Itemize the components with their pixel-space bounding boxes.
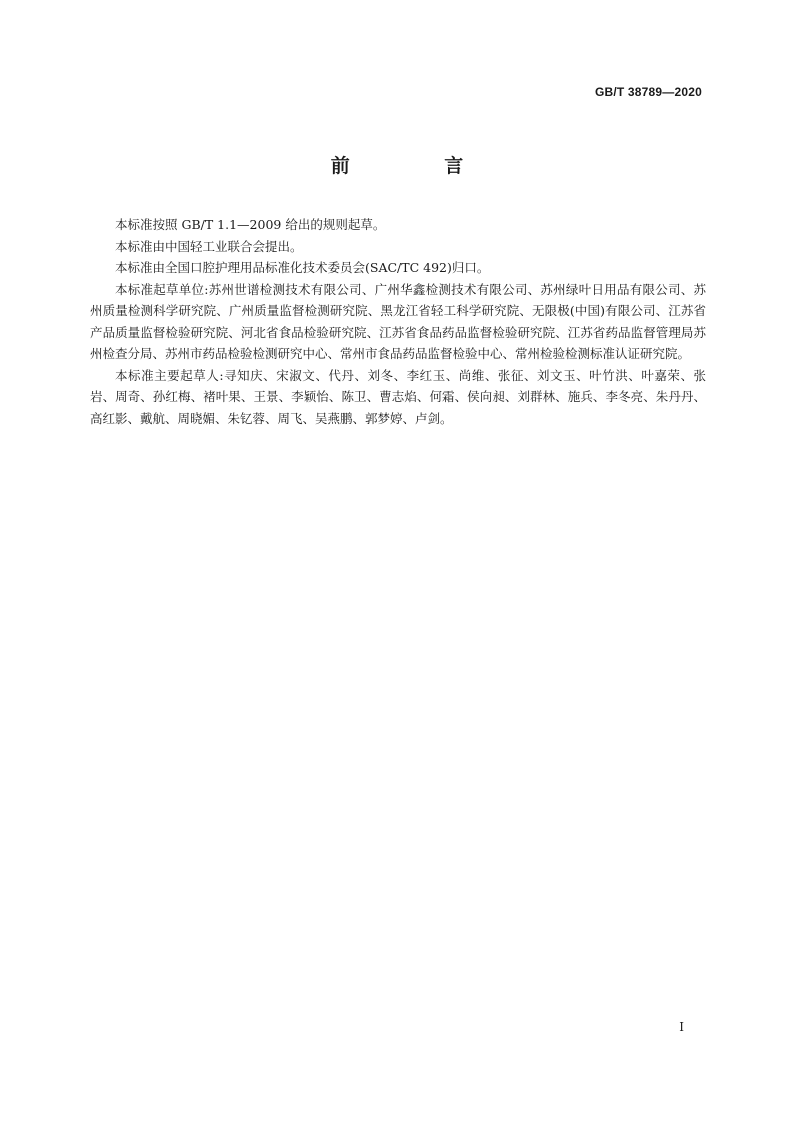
paragraph-proposer: 本标准由中国轻工业联合会提出。 [115, 238, 303, 254]
page-number: I [679, 1020, 684, 1034]
standard-code: GB/T 38789—2020 [594, 85, 702, 99]
page-title: 前 言 [330, 155, 508, 177]
paragraph-technical-committee: 本标准由全国口腔护理用品标准化技术委员会(SAC/TC 492)归口。 [115, 260, 490, 275]
paragraph-drafting-organizations: 本标准起草单位:苏州世谱检测技术有限公司、广州华鑫检测技术有限公司、苏州绿叶日用品有限公司、苏州质量检测科学研究院、广州质量监督检测研究院、黑龙江省轻工科学研究院、无限极(中国)有限公司、江苏省产品质量监督检验研究院、河北省食品检验研究院、江苏省食品药品监督检验研究院、江苏省药品监督管理局苏州检查分局、苏州市药品检验检测研究中心、常州市食品药品监督检验中心、常州检验检测标准认证研究院。 [90, 281, 706, 361]
paragraph-drafting-rules: 本标准按照 GB/T 1.1—2009 给出的规则起草。 [115, 217, 386, 232]
foreword-body [90, 214, 706, 429]
paragraph-main-drafters: 本标准主要起草人:寻知庆、宋淑文、代丹、刘冬、李红玉、尚维、张征、刘文玉、叶竹洪、叶嘉荣、张岩、周奇、孙红梅、褚叶果、王景、李颖怡、陈卫、曹志焰、何霜、侯向昶、刘群林、施兵、李冬亮、朱丹丹、高红影、戴航、周晓媚、朱钇蓉、周飞、吴燕鹏、郭梦婷、卢剑。 [90, 367, 706, 426]
